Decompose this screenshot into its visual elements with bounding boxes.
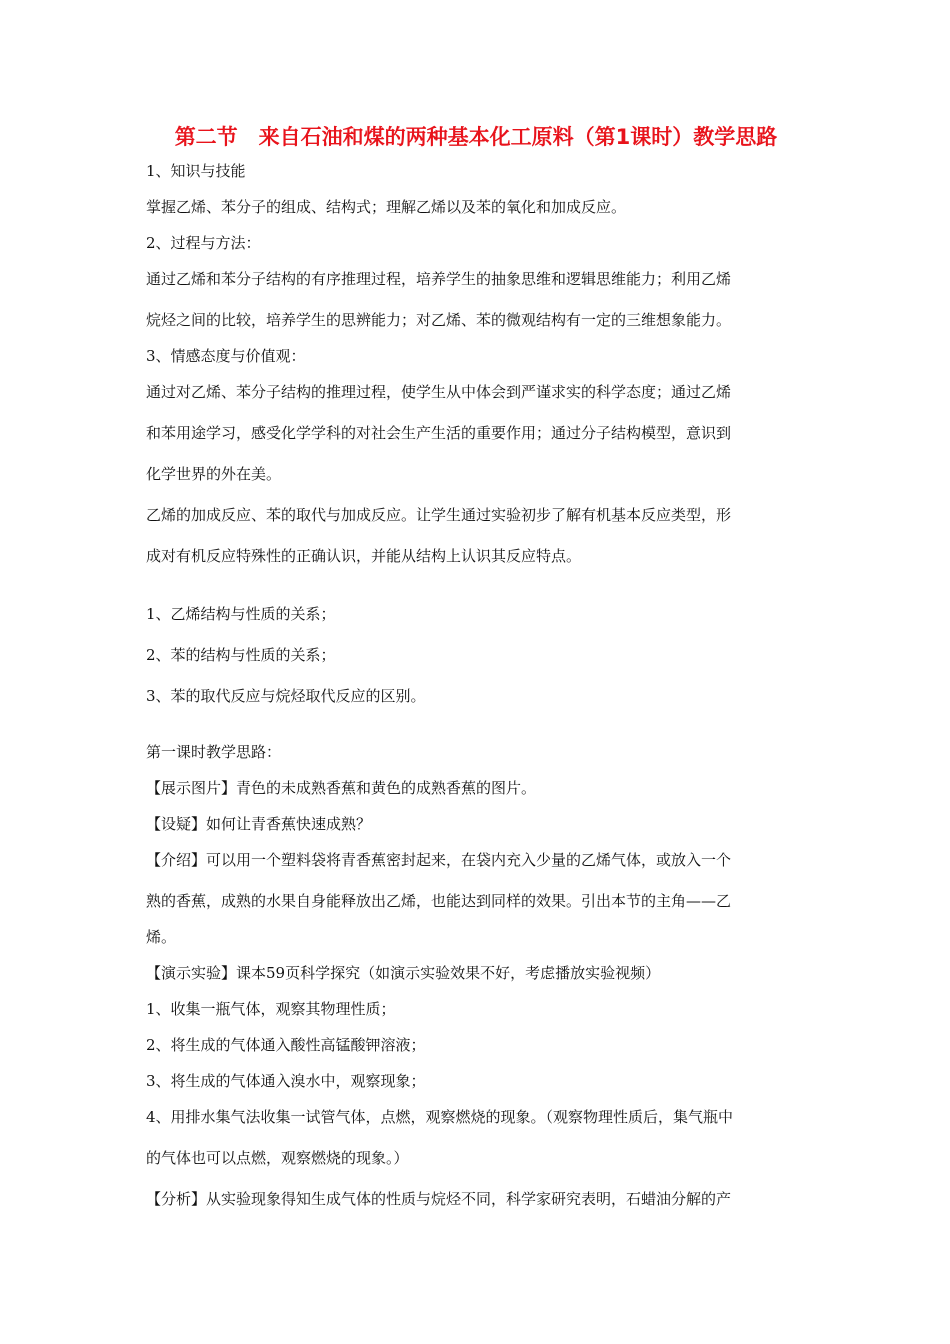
- step-item-3: 3、将生成的气体通入溴水中，观察现象；: [146, 1072, 426, 1090]
- step-item-1: 1、收集一瓶气体，观察其物理性质；: [146, 1000, 396, 1018]
- process-text-line-1: 通过乙烯和苯分子结构的有序推理过程，培养学生的抽象思维和逻辑思维能力；利用乙烯: [146, 270, 732, 288]
- process-heading: 2、过程与方法：: [146, 234, 261, 252]
- intro-line-3: 烯。: [146, 928, 177, 946]
- attitude-heading: 3、情感态度与价值观：: [146, 347, 306, 365]
- document-page: [146, 118, 806, 1220]
- difficulty-item-2: 2、苯的结构与性质的关系；: [146, 646, 336, 664]
- show-picture-line: 【展示图片】青色的未成熟香蕉和黄色的成熟香蕉的图片。: [146, 779, 537, 797]
- difficulty-item-1: 1、乙烯结构与性质的关系；: [146, 605, 336, 623]
- step-item-4: 4、用排水集气法收集一试管气体，点燃，观察燃烧的现象。（观察物理性质后，集气瓶中: [146, 1108, 734, 1126]
- key-points-line-2: 成对有机反应特殊性的正确认识，并能从结构上认识其反应特点。: [146, 547, 582, 565]
- document-title: 第二节 来自石油和煤的两种基本化工原料（第1课时）教学思路: [174, 125, 778, 149]
- knowledge-text: 掌握乙烯、苯分子的组成、结构式；理解乙烯以及苯的氧化和加成反应。: [146, 198, 627, 216]
- question-line: 【设疑】如何让青香蕉快速成熟？: [146, 815, 372, 833]
- attitude-text-line-2: 和苯用途学习，感受化学学科的对社会生产生活的重要作用；通过分子结构模型，意识到: [146, 424, 732, 442]
- step-item-2: 2、将生成的气体通入酸性高锰酸钾溶液；: [146, 1036, 426, 1054]
- difficulty-item-3: 3、苯的取代反应与烷烃取代反应的区别。: [146, 687, 426, 705]
- process-text-line-2: 烷烃之间的比较，培养学生的思辨能力；对乙烯、苯的微观结构有一定的三维想象能力。: [146, 311, 732, 329]
- section-gap: [146, 717, 806, 737]
- knowledge-heading: 1、知识与技能: [146, 162, 246, 180]
- step-item-4-continued: 的气体也可以点燃，观察燃烧的现象。）: [146, 1149, 409, 1167]
- lesson-heading: 第一课时教学思路：: [146, 743, 282, 761]
- key-points-line-1: 乙烯的加成反应、苯的取代与加成反应。让学生通过实验初步了解有机基本反应类型，形: [146, 506, 732, 524]
- analysis-line: 【分析】从实验现象得知生成气体的性质与烷烃不同，科学家研究表明，石蜡油分解的产: [146, 1190, 732, 1208]
- attitude-text-line-3: 化学世界的外在美。: [146, 465, 282, 483]
- intro-line-1: 【介绍】可以用一个塑料袋将青香蕉密封起来，在袋内充入少量的乙烯气体，或放入一个: [146, 851, 732, 869]
- attitude-text-line-1: 通过对乙烯、苯分子结构的推理过程，使学生从中体会到严谨求实的科学态度；通过乙烯: [146, 383, 732, 401]
- intro-line-2: 熟的香蕉，成熟的水果自身能释放出乙烯，也能达到同样的效果。引出本节的主角——乙: [146, 892, 732, 910]
- demo-line: 【演示实验】课本59页科学探究（如演示实验效果不好，考虑播放实验视频）: [146, 964, 661, 982]
- section-gap: [146, 577, 806, 594]
